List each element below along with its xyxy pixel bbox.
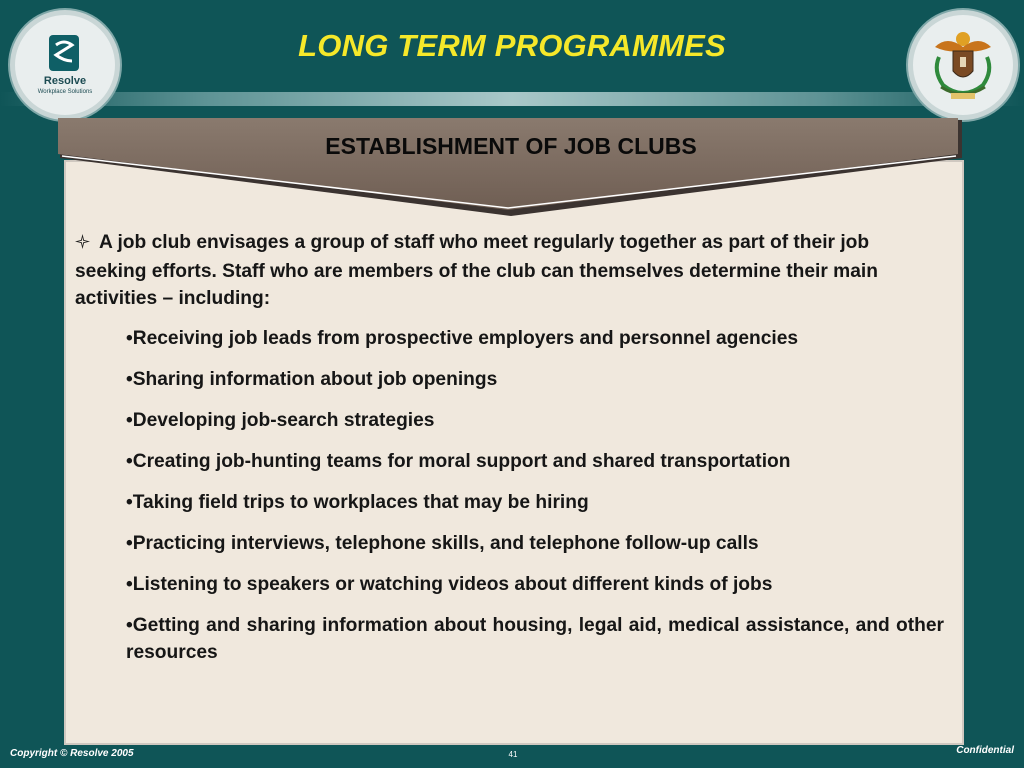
resolve-logo-name: Resolve xyxy=(43,75,87,87)
list-item: • Receiving job leads from prospective employers and personnel agencies xyxy=(126,325,944,353)
page-title: LONG TERM PROGRAMMES xyxy=(298,28,726,63)
intro-text: A job club envisages a group of staff who meet regularly together as part of their job seeking efforts. Staff who are members of the club can themselves determine their main activities – including: xyxy=(75,232,878,309)
activity-list xyxy=(75,325,944,667)
resolve-logo xyxy=(10,10,120,120)
footer-copyright: Copyright © Resolve 2005 xyxy=(10,748,134,759)
resolve-logo-tagline: Workplace Solutions xyxy=(37,89,93,95)
coat-of-arms-icon xyxy=(927,27,999,103)
content-body xyxy=(75,229,944,680)
section-title: ESTABLISHMENT OF JOB CLUBS xyxy=(325,133,697,159)
list-item: • Sharing information about job openings xyxy=(126,366,944,394)
list-item: • Listening to speakers or watching videos about different kinds of jobs xyxy=(126,571,944,599)
footer-confidential: Confidential xyxy=(956,745,1014,756)
list-item: • Taking field trips to workplaces that may be hiring xyxy=(126,489,944,517)
diamond-bullet-icon xyxy=(75,230,91,258)
coat-of-arms-logo xyxy=(908,10,1018,120)
list-item: • Creating job-hunting teams for moral support and shared transportation xyxy=(126,448,944,476)
resolve-mark-icon xyxy=(49,35,79,71)
intro-paragraph xyxy=(75,229,944,313)
header-band xyxy=(0,92,1024,106)
list-item: • Getting and sharing information about housing, legal aid, medical assistance, and other resources xyxy=(126,612,944,667)
list-item: • Practicing interviews, telephone skills, and telephone follow-up calls xyxy=(126,530,944,558)
list-item: • Developing job-search strategies xyxy=(126,407,944,435)
page-number: 41 xyxy=(508,750,518,759)
